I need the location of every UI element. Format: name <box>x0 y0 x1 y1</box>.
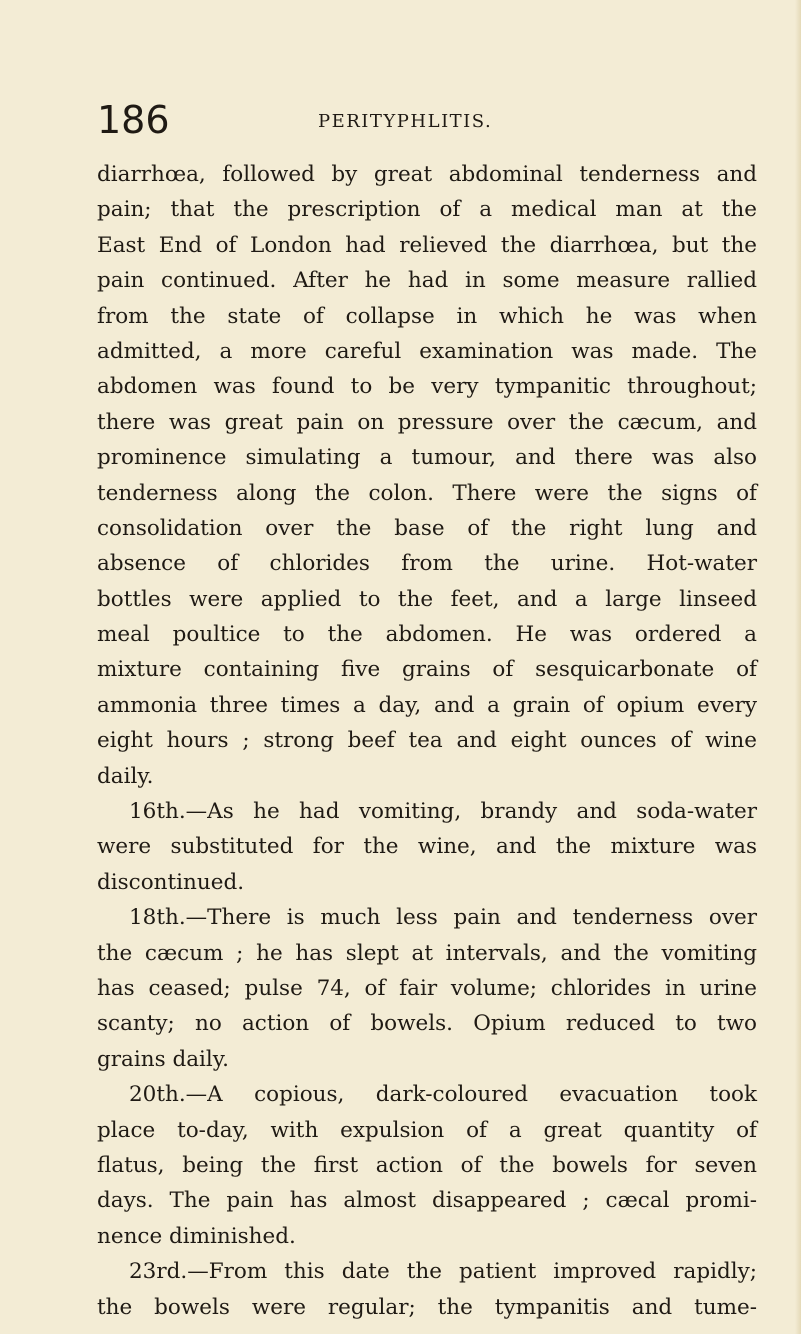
running-head <box>97 96 747 148</box>
page-number: 186 <box>97 98 170 142</box>
text-line: admitted, a more careful examination was made. The <box>97 338 757 364</box>
text-line: there was great pain on pressure over the cæcum, and <box>97 409 757 435</box>
text-line: absence of chlorides from the urine. Hot-water <box>97 551 757 577</box>
text-line: pain; that the prescription of a medical man at the <box>97 197 757 223</box>
text-line: has ceased; pulse 74, of fair volume; chlorides in urine <box>97 975 757 1001</box>
text-line: ammonia three times a day, and a grain of opium every <box>97 692 757 718</box>
text-line: the cæcum ; he has slept at intervals, and the vomiting <box>97 940 757 966</box>
text-line: eight hours ; strong beef tea and eight ounces of wine <box>97 728 757 754</box>
text-line: tenderness along the colon. There were the signs of <box>97 480 757 506</box>
text-line: bottles were applied to the feet, and a large linseed <box>97 586 757 612</box>
text-line: the bowels were regular; the tympanitis and tume- <box>97 1294 757 1320</box>
running-title: PERITYPHLITIS. <box>318 111 493 132</box>
text-line: 23rd.—From this date the patient improved rapidly; <box>129 1259 757 1285</box>
text-line: diarrhœa, followed by great abdominal tenderness and <box>97 162 757 187</box>
page-edge <box>795 0 801 1334</box>
text-line: 16th.—As he had vomiting, brandy and soda-water <box>129 799 757 825</box>
text-line: consolidation over the base of the right lung and <box>97 515 757 541</box>
text-line: prominence simulating a tumour, and there was also <box>97 445 757 471</box>
text-line: grains daily. <box>97 1046 229 1072</box>
text-line: 18th.—There is much less pain and tenderness over <box>129 905 757 931</box>
text-line: scanty; no action of bowels. Opium reduced to two <box>97 1011 757 1037</box>
text-line: place to-day, with expulsion of a great quantity of <box>97 1117 757 1143</box>
text-line: abdomen was found to be very tympanitic throughout; <box>97 374 757 400</box>
text-line: daily. <box>97 763 154 789</box>
body-text <box>97 157 757 1325</box>
text-line: 20th.—A copious, dark-coloured evacuation took <box>129 1082 757 1108</box>
text-line: flatus, being the first action of the bowels for seven <box>97 1152 757 1178</box>
text-line: were substituted for the wine, and the mixture was <box>97 834 757 860</box>
text-line: East End of London had relieved the diarrhœa, but the <box>97 232 757 258</box>
text-line: pain continued. After he had in some measure rallied <box>97 268 757 294</box>
text-line: mixture containing five grains of sesquicarbonate of <box>97 657 757 683</box>
text-line: days. The pain has almost disappeared ; cæcal promi- <box>97 1188 757 1214</box>
text-line: from the state of collapse in which he was when <box>97 303 757 329</box>
text-line: discontinued. <box>97 869 245 895</box>
text-line: nence diminished. <box>97 1223 296 1249</box>
text-line: meal poultice to the abdomen. He was ordered a <box>97 622 757 648</box>
